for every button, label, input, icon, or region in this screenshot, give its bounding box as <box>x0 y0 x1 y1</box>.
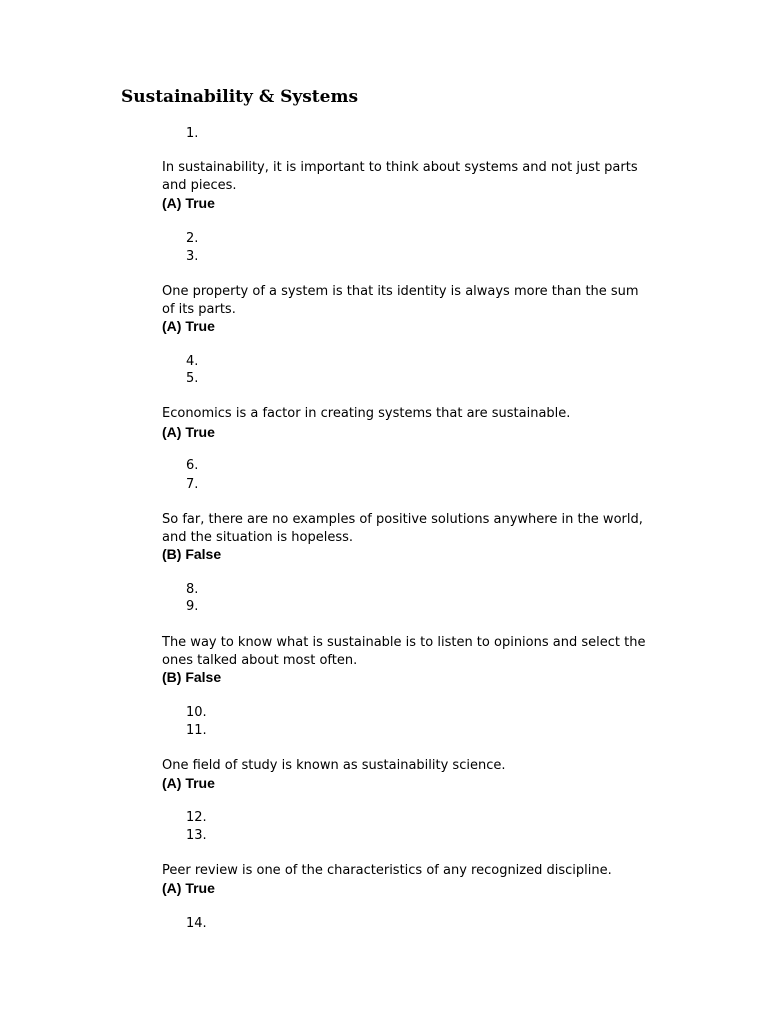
list-number: 2. <box>186 231 199 246</box>
question-text: One property of a system is that its identity is always more than the sum of its parts. <box>162 284 639 317</box>
list-number: 9. <box>186 599 199 614</box>
list-number: 8. <box>186 582 199 597</box>
question-text: Economics is a factor in creating systems that are sustainable. <box>162 406 571 421</box>
question-text: One field of study is known as sustainability science. <box>162 758 506 773</box>
list-number: 11. <box>186 723 207 738</box>
question-text: So far, there are no examples of positive solutions anywhere in the world, and the situation is hopeless. <box>162 512 643 545</box>
answer-text: (A) True <box>162 880 215 896</box>
heading-text: Sustainability & Systems <box>121 87 359 107</box>
question-text: In sustainability, it is important to think about systems and not just parts and pieces. <box>162 160 638 193</box>
list-number: 3. <box>186 249 199 264</box>
answer-text: (A) True <box>162 318 215 334</box>
question-text: The way to know what is sustainable is to listen to opinions and select the ones talked about most often. <box>162 635 646 668</box>
list-number: 7. <box>186 477 199 492</box>
list-number: 1. <box>186 126 199 141</box>
list-number: 12. <box>186 810 207 825</box>
list-number: 14. <box>186 916 207 931</box>
document-heading <box>117 86 358 108</box>
list-number: 5. <box>186 371 199 386</box>
answer-text: (B) False <box>162 669 222 685</box>
answer-text: (B) False <box>162 546 222 562</box>
list-number: 13. <box>186 828 207 843</box>
list-number: 6. <box>186 458 199 473</box>
question-text: Peer review is one of the characteristics of any recognized discipline. <box>162 863 612 878</box>
answer-text: (A) True <box>162 195 215 211</box>
list-number: 4. <box>186 354 199 369</box>
list-number: 10. <box>186 705 207 720</box>
answer-text: (A) True <box>162 424 215 440</box>
answer-text: (A) True <box>162 775 215 791</box>
